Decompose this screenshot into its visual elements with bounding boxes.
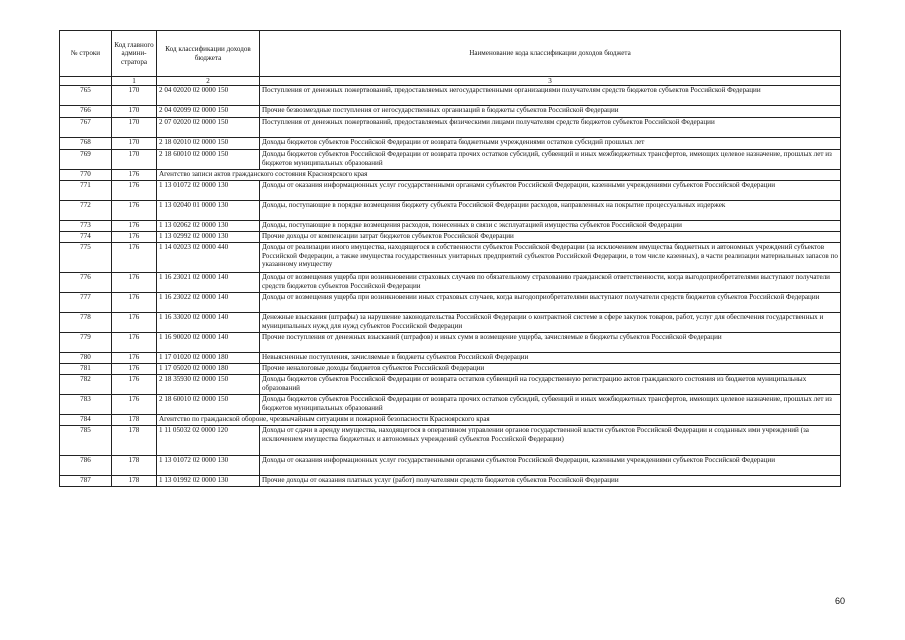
code-name-cell: Денежные взыскания (штрафы) за нарушение законодательства Российской Федерации о контрактной системе в сфере закупок товаров, работ, услуг для обеспечения государственных и муниципальных нужд для нужд субъектов Российской Федерации — [260, 313, 841, 333]
classification-code-cell: 1 13 01072 02 0000 130 — [157, 181, 260, 201]
classification-code-cell: 1 16 23022 02 0000 140 — [157, 293, 260, 313]
classification-code-cell: 1 13 02062 02 0000 130 — [157, 221, 260, 232]
table-row — [60, 415, 841, 426]
classification-code-cell: 1 16 90020 02 0000 140 — [157, 333, 260, 353]
code-name-cell: Прочие поступления от денежных взысканий (штрафов) и иных сумм в возмещение ущерба, зачисляемые в бюджеты субъектов Российской Федерации — [260, 333, 841, 353]
row-number-cell: 769 — [60, 150, 112, 170]
admin-code-cell: 176 — [112, 243, 157, 273]
classification-code-cell: 2 18 60010 02 0000 150 — [157, 395, 260, 415]
row-number-cell: 766 — [60, 106, 112, 118]
classification-code-cell: 1 17 01020 02 0000 180 — [157, 353, 260, 364]
code-name-cell: Поступления от денежных пожертвований, предоставляемых физическими лицами получателям средств бюджетов субъектов Российской Федерации — [260, 118, 841, 138]
column-numbers-row — [60, 77, 841, 86]
code-name-cell: Доходы от возмещения ущерба при возникновении страховых случаев по обязательному страхованию гражданской ответственности, когда выгодоприобретателями выступают получатели средств бюджетов субъектов Российской Федерации — [260, 273, 841, 293]
row-number-cell: 775 — [60, 243, 112, 273]
table-row — [60, 243, 841, 273]
row-number-cell: 784 — [60, 415, 112, 426]
code-name-cell: Доходы от реализации иного имущества, находящегося в собственности субъектов Российской Федерации (за исключением имущества бюджетных и автономных учреждений субъектов Российской Федерации, а также имущества государственных унитарных предприятий субъектов Российской Федерации, в том числе казенных), в части реализации материальных запасов по указанному имуществу — [260, 243, 841, 273]
classification-code-cell: 1 11 05032 02 0000 120 — [157, 426, 260, 456]
admin-code-cell: 176 — [112, 333, 157, 353]
classification-code-cell: 1 13 02040 01 0000 130 — [157, 201, 260, 221]
table-row — [60, 232, 841, 243]
admin-code-cell: 176 — [112, 293, 157, 313]
code-name-cell: Доходы бюджетов субъектов Российской Федерации от возврата прочих остатков субсидий, субвенций и иных межбюджетных трансфертов, имеющих целевое назначение, прошлых лет из бюджетов муниципальных образований — [260, 150, 841, 170]
agency-name-cell: Агентство по гражданской обороне, чрезвычайным ситуациям и пожарной безопасности Красноярского края — [157, 415, 841, 426]
classification-code-cell: 1 16 23021 02 0000 140 — [157, 273, 260, 293]
budget-income-codes-table — [59, 30, 841, 487]
code-name-cell: Прочие доходы от компенсации затрат бюджетов субъектов Российской Федерации — [260, 232, 841, 243]
code-name-cell: Поступления от денежных пожертвований, предоставляемых негосударственными организациями получателям средств бюджетов субъектов Российской Федерации — [260, 86, 841, 106]
admin-code-cell: 176 — [112, 170, 157, 181]
classification-code-cell: 2 04 02099 02 0000 150 — [157, 106, 260, 118]
row-number-cell: 778 — [60, 313, 112, 333]
code-name-cell: Доходы от оказания информационных услуг государственными органами субъектов Российской Федерации, казенными учреждениями субъектов Российской Федерации — [260, 181, 841, 201]
admin-code-cell: 170 — [112, 106, 157, 118]
admin-code-cell: 176 — [112, 232, 157, 243]
admin-code-cell: 176 — [112, 201, 157, 221]
header-admin-code: Код главного админи-стратора — [112, 31, 157, 77]
table-row — [60, 201, 841, 221]
classification-code-cell: 2 18 35930 02 0000 150 — [157, 375, 260, 395]
table-row — [60, 313, 841, 333]
header-code-name: Наименование кода классификации доходов бюджета — [260, 31, 841, 77]
classification-code-cell: 1 17 05020 02 0000 180 — [157, 364, 260, 375]
code-name-cell: Доходы, поступающие в порядке возмещения бюджету субъекта Российской Федерации расходов, направленных на покрытие процессуальных издержек — [260, 201, 841, 221]
code-name-cell: Доходы бюджетов субъектов Российской Федерации от возврата прочих остатков субсидий, субвенций и иных межбюджетных трансфертов, имеющих целевое назначение, прошлых лет из бюджетов муниципальных образований — [260, 395, 841, 415]
admin-code-cell: 170 — [112, 150, 157, 170]
table-row — [60, 150, 841, 170]
row-number-cell: 783 — [60, 395, 112, 415]
classification-code-cell: 1 14 02023 02 0000 440 — [157, 243, 260, 273]
table-row — [60, 106, 841, 118]
code-name-cell: Доходы от оказания информационных услуг государственными органами субъектов Российской Федерации, казенными учреждениями субъектов Российской Федерации — [260, 456, 841, 476]
table-row — [60, 170, 841, 181]
table-row — [60, 333, 841, 353]
table-row — [60, 181, 841, 201]
admin-code-cell: 170 — [112, 86, 157, 106]
row-number-cell: 786 — [60, 456, 112, 476]
page-number: 60 — [834, 596, 845, 606]
classification-code-cell: 2 07 02020 02 0000 150 — [157, 118, 260, 138]
row-number-cell: 771 — [60, 181, 112, 201]
row-number-cell: 770 — [60, 170, 112, 181]
admin-code-cell: 178 — [112, 476, 157, 487]
table-row — [60, 426, 841, 456]
classification-code-cell: 1 13 02992 02 0000 130 — [157, 232, 260, 243]
code-name-cell: Доходы от сдачи в аренду имущества, находящегося в оперативном управлении органов государственной власти субъектов Российской Федерации и созданных ими учреждений (за исключением имущества бюджетных и автономных учреждений субъектов Российской Федерации) — [260, 426, 841, 456]
table-row — [60, 86, 841, 106]
row-number-cell: 765 — [60, 86, 112, 106]
row-number-cell: 781 — [60, 364, 112, 375]
table-row — [60, 364, 841, 375]
code-name-cell: Невыясненные поступления, зачисляемые в бюджеты субъектов Российской Федерации — [260, 353, 841, 364]
row-number-cell: 767 — [60, 118, 112, 138]
column-number-3: 3 — [260, 77, 841, 86]
code-name-cell: Прочие безвозмездные поступления от негосударственных организаций в бюджеты субъектов Российской Федерации — [260, 106, 841, 118]
admin-code-cell: 176 — [112, 221, 157, 232]
admin-code-cell: 170 — [112, 118, 157, 138]
classification-code-cell: 2 18 60010 02 0000 150 — [157, 150, 260, 170]
table-row — [60, 375, 841, 395]
code-name-cell: Доходы бюджетов субъектов Российской Федерации от возврата остатков субвенций на государственную регистрацию актов гражданского состояния из бюджетов муниципальных образований — [260, 375, 841, 395]
table-row — [60, 456, 841, 476]
row-number-cell: 779 — [60, 333, 112, 353]
row-number-cell: 768 — [60, 138, 112, 150]
column-number-0 — [60, 77, 112, 86]
row-number-cell: 782 — [60, 375, 112, 395]
table-row — [60, 138, 841, 150]
table-row — [60, 353, 841, 364]
admin-code-cell: 170 — [112, 138, 157, 150]
row-number-cell: 780 — [60, 353, 112, 364]
classification-code-cell: 2 04 02020 02 0000 150 — [157, 86, 260, 106]
row-number-cell: 776 — [60, 273, 112, 293]
table-body — [60, 86, 841, 487]
table-row — [60, 221, 841, 232]
code-name-cell: Доходы от возмещения ущерба при возникновении иных страховых случаев, когда выгодоприобретателями выступают получатели средств бюджетов субъектов Российской Федерации — [260, 293, 841, 313]
row-number-cell: 787 — [60, 476, 112, 487]
code-name-cell: Прочие доходы от оказания платных услуг (работ) получателями средств бюджетов субъектов Российской Федерации — [260, 476, 841, 487]
table-header-row — [60, 31, 841, 77]
admin-code-cell: 176 — [112, 395, 157, 415]
admin-code-cell: 178 — [112, 426, 157, 456]
row-number-cell: 773 — [60, 221, 112, 232]
agency-name-cell: Агентство записи актов гражданского состояния Красноярского края — [157, 170, 841, 181]
header-row-number: № строки — [60, 31, 112, 77]
admin-code-cell: 176 — [112, 375, 157, 395]
admin-code-cell: 176 — [112, 181, 157, 201]
admin-code-cell: 178 — [112, 456, 157, 476]
table-row — [60, 476, 841, 487]
admin-code-cell: 176 — [112, 353, 157, 364]
classification-code-cell: 1 13 01992 02 0000 130 — [157, 476, 260, 487]
admin-code-cell: 176 — [112, 273, 157, 293]
table-row — [60, 273, 841, 293]
admin-code-cell: 176 — [112, 364, 157, 375]
row-number-cell: 774 — [60, 232, 112, 243]
code-name-cell: Прочие неналоговые доходы бюджетов субъектов Российской Федерации — [260, 364, 841, 375]
row-number-cell: 772 — [60, 201, 112, 221]
code-name-cell: Доходы, поступающие в порядке возмещения расходов, понесенных в связи с эксплуатацией имущества субъектов Российской Федерации — [260, 221, 841, 232]
column-number-2: 2 — [157, 77, 260, 86]
column-number-1: 1 — [112, 77, 157, 86]
row-number-cell: 785 — [60, 426, 112, 456]
row-number-cell: 777 — [60, 293, 112, 313]
header-classification-code: Код классификации доходов бюджета — [157, 31, 260, 77]
table-row — [60, 118, 841, 138]
classification-code-cell: 2 18 02010 02 0000 150 — [157, 138, 260, 150]
classification-code-cell: 1 13 01072 02 0000 130 — [157, 456, 260, 476]
admin-code-cell: 176 — [112, 313, 157, 333]
table-row — [60, 293, 841, 313]
classification-code-cell: 1 16 33020 02 0000 140 — [157, 313, 260, 333]
code-name-cell: Доходы бюджетов субъектов Российской Федерации от возврата бюджетными учреждениями остатков субсидий прошлых лет — [260, 138, 841, 150]
table-row — [60, 395, 841, 415]
admin-code-cell: 178 — [112, 415, 157, 426]
